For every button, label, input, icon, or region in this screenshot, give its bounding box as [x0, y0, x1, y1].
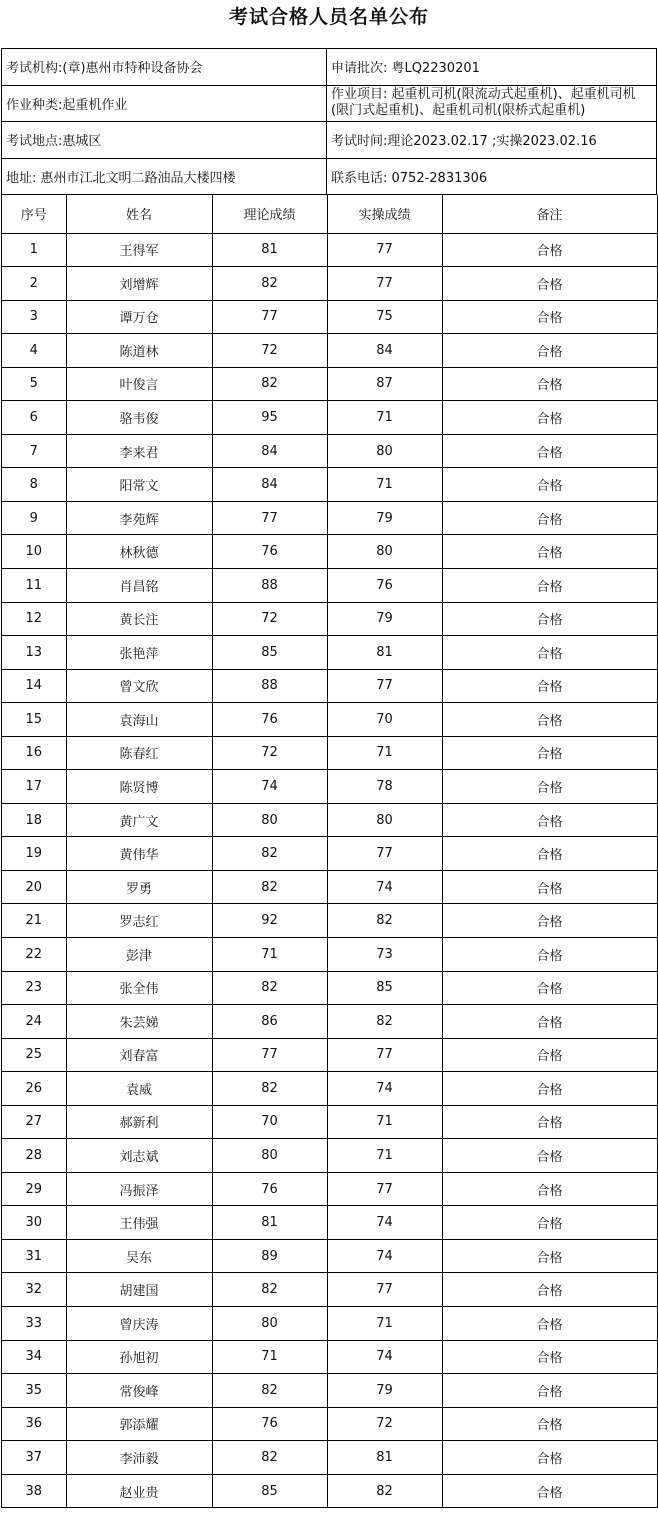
table-row [2, 837, 657, 871]
cell-theory-score: 82 [212, 1072, 327, 1106]
cell-name: 刘志斌 [66, 1139, 212, 1173]
cell-theory-score: 92 [212, 904, 327, 938]
cell-practical-score: 85 [327, 971, 442, 1005]
cell-practical-score: 82 [327, 904, 442, 938]
cell-theory-score: 80 [212, 803, 327, 837]
cell-practical-score: 71 [327, 401, 442, 435]
cell-practical-score: 77 [327, 1273, 442, 1307]
cell-practical-score: 77 [327, 1038, 442, 1072]
cell-index: 22 [2, 937, 66, 971]
table-row [2, 1407, 657, 1441]
cell-theory-score: 74 [212, 770, 327, 804]
cell-theory-score: 82 [212, 1273, 327, 1307]
cell-name: 谭万仓 [66, 300, 212, 334]
info-row-org [2, 49, 657, 86]
cell-theory-score: 71 [212, 937, 327, 971]
cell-remark: 合格 [442, 535, 657, 569]
cell-name: 李苑辉 [66, 501, 212, 535]
cell-name: 李沛毅 [66, 1441, 212, 1475]
cell-name: 袁威 [66, 1072, 212, 1106]
table-row [2, 334, 657, 368]
cell-name: 郝新利 [66, 1105, 212, 1139]
table-row [2, 1206, 657, 1240]
exam-time: 考试时间:理论2023.02.17 ;实操2023.02.16 [327, 122, 657, 159]
cell-remark: 合格 [442, 334, 657, 368]
table-row [2, 703, 657, 737]
cell-remark: 合格 [442, 1072, 657, 1106]
cell-practical-score: 74 [327, 1206, 442, 1240]
results-sheet [1, 48, 657, 1508]
cell-remark: 合格 [442, 568, 657, 602]
cell-practical-score: 74 [327, 1072, 442, 1106]
cell-name: 冯振泽 [66, 1172, 212, 1206]
table-row [2, 535, 657, 569]
cell-remark: 合格 [442, 367, 657, 401]
cell-practical-score: 71 [327, 468, 442, 502]
cell-remark: 合格 [442, 870, 657, 904]
cell-remark: 合格 [442, 1441, 657, 1475]
cell-name: 黄伟华 [66, 837, 212, 871]
cell-theory-score: 82 [212, 971, 327, 1005]
table-row [2, 401, 657, 435]
cell-remark: 合格 [442, 803, 657, 837]
cell-index: 1 [2, 233, 66, 267]
cell-name: 曾文欣 [66, 669, 212, 703]
cell-name: 肖昌铭 [66, 568, 212, 602]
cell-theory-score: 82 [212, 1441, 327, 1475]
cell-remark: 合格 [442, 736, 657, 770]
cell-practical-score: 80 [327, 535, 442, 569]
info-row-address [2, 159, 657, 196]
table-row [2, 1307, 657, 1341]
cell-practical-score: 79 [327, 501, 442, 535]
cell-index: 34 [2, 1340, 66, 1374]
cell-index: 16 [2, 736, 66, 770]
cell-practical-score: 80 [327, 803, 442, 837]
cell-theory-score: 85 [212, 636, 327, 670]
table-row [2, 1441, 657, 1475]
cell-remark: 合格 [442, 267, 657, 301]
cell-theory-score: 70 [212, 1105, 327, 1139]
cell-index: 18 [2, 803, 66, 837]
cell-remark: 合格 [442, 1005, 657, 1039]
cell-practical-score: 77 [327, 837, 442, 871]
application-batch: 申请批次: 粤LQ2230201 [327, 49, 657, 86]
cell-theory-score: 82 [212, 870, 327, 904]
table-row [2, 1474, 657, 1508]
table-row [2, 434, 657, 468]
cell-practical-score: 71 [327, 1307, 442, 1341]
table-row [2, 937, 657, 971]
cell-index: 10 [2, 535, 66, 569]
cell-practical-score: 74 [327, 1340, 442, 1374]
cell-theory-score: 77 [212, 501, 327, 535]
cell-index: 17 [2, 770, 66, 804]
cell-remark: 合格 [442, 401, 657, 435]
table-body [2, 233, 657, 1508]
cell-name: 陈贤博 [66, 770, 212, 804]
cell-index: 26 [2, 1072, 66, 1106]
table-row [2, 803, 657, 837]
cell-theory-score: 82 [212, 367, 327, 401]
cell-remark: 合格 [442, 1340, 657, 1374]
cell-remark: 合格 [442, 1105, 657, 1139]
cell-name: 彭津 [66, 937, 212, 971]
header-name: 姓名 [66, 195, 212, 233]
info-row-location [2, 122, 657, 159]
cell-practical-score: 74 [327, 1239, 442, 1273]
cell-theory-score: 81 [212, 1206, 327, 1240]
table-row [2, 1072, 657, 1106]
cell-name: 赵业贵 [66, 1474, 212, 1508]
table-row [2, 1374, 657, 1408]
cell-index: 21 [2, 904, 66, 938]
cell-name: 袁海山 [66, 703, 212, 737]
cell-remark: 合格 [442, 233, 657, 267]
table-row [2, 1139, 657, 1173]
cell-practical-score: 71 [327, 736, 442, 770]
cell-remark: 合格 [442, 636, 657, 670]
contact-phone: 联系电话: 0752-2831306 [327, 159, 657, 196]
cell-practical-score: 74 [327, 870, 442, 904]
cell-practical-score: 73 [327, 937, 442, 971]
cell-name: 王得军 [66, 233, 212, 267]
cell-index: 20 [2, 870, 66, 904]
table-row [2, 770, 657, 804]
cell-index: 2 [2, 267, 66, 301]
cell-theory-score: 76 [212, 1407, 327, 1441]
cell-remark: 合格 [442, 937, 657, 971]
cell-name: 曾庆涛 [66, 1307, 212, 1341]
cell-index: 32 [2, 1273, 66, 1307]
cell-remark: 合格 [442, 1038, 657, 1072]
cell-name: 朱芸娣 [66, 1005, 212, 1039]
cell-theory-score: 76 [212, 535, 327, 569]
cell-theory-score: 77 [212, 300, 327, 334]
cell-theory-score: 84 [212, 434, 327, 468]
table-row [2, 636, 657, 670]
cell-remark: 合格 [442, 1206, 657, 1240]
cell-practical-score: 87 [327, 367, 442, 401]
cell-name: 陈道林 [66, 334, 212, 368]
table-header-row [2, 195, 657, 233]
table-row [2, 904, 657, 938]
cell-index: 19 [2, 837, 66, 871]
cell-remark: 合格 [442, 1273, 657, 1307]
cell-theory-score: 88 [212, 568, 327, 602]
table-row [2, 1038, 657, 1072]
cell-practical-score: 77 [327, 267, 442, 301]
cell-theory-score: 77 [212, 1038, 327, 1072]
cell-index: 15 [2, 703, 66, 737]
cell-name: 罗勇 [66, 870, 212, 904]
cell-remark: 合格 [442, 300, 657, 334]
cell-remark: 合格 [442, 1474, 657, 1508]
cell-theory-score: 82 [212, 837, 327, 871]
cell-name: 常俊峰 [66, 1374, 212, 1408]
cell-name: 陈春红 [66, 736, 212, 770]
work-category: 作业种类:起重机作业 [2, 86, 327, 123]
cell-practical-score: 84 [327, 334, 442, 368]
cell-name: 刘春富 [66, 1038, 212, 1072]
cell-practical-score: 82 [327, 1474, 442, 1508]
cell-theory-score: 72 [212, 334, 327, 368]
cell-remark: 合格 [442, 770, 657, 804]
cell-index: 28 [2, 1139, 66, 1173]
cell-index: 38 [2, 1474, 66, 1508]
table-row [2, 1005, 657, 1039]
cell-theory-score: 85 [212, 1474, 327, 1508]
cell-remark: 合格 [442, 468, 657, 502]
cell-theory-score: 76 [212, 703, 327, 737]
cell-index: 12 [2, 602, 66, 636]
cell-practical-score: 77 [327, 233, 442, 267]
cell-theory-score: 72 [212, 602, 327, 636]
cell-name: 王伟强 [66, 1206, 212, 1240]
table-row [2, 568, 657, 602]
cell-index: 24 [2, 1005, 66, 1039]
exam-org: 考试机构:(章)惠州市特种设备协会 [2, 49, 327, 86]
cell-practical-score: 81 [327, 1441, 442, 1475]
cell-practical-score: 71 [327, 1105, 442, 1139]
cell-practical-score: 80 [327, 434, 442, 468]
cell-index: 27 [2, 1105, 66, 1139]
cell-theory-score: 82 [212, 267, 327, 301]
cell-theory-score: 71 [212, 1340, 327, 1374]
cell-name: 孙旭初 [66, 1340, 212, 1374]
table-row [2, 669, 657, 703]
cell-remark: 合格 [442, 971, 657, 1005]
cell-theory-score: 88 [212, 669, 327, 703]
cell-index: 7 [2, 434, 66, 468]
cell-theory-score: 84 [212, 468, 327, 502]
cell-index: 5 [2, 367, 66, 401]
cell-practical-score: 72 [327, 1407, 442, 1441]
exam-location: 考试地点:惠城区 [2, 122, 327, 159]
cell-practical-score: 79 [327, 1374, 442, 1408]
cell-index: 31 [2, 1239, 66, 1273]
cell-index: 29 [2, 1172, 66, 1206]
table-row [2, 1105, 657, 1139]
work-items [327, 86, 657, 123]
cell-practical-score: 79 [327, 602, 442, 636]
cell-practical-score: 77 [327, 669, 442, 703]
table-row [2, 1340, 657, 1374]
cell-remark: 合格 [442, 1407, 657, 1441]
cell-practical-score: 82 [327, 1005, 442, 1039]
cell-remark: 合格 [442, 837, 657, 871]
cell-name: 阳常文 [66, 468, 212, 502]
cell-practical-score: 81 [327, 636, 442, 670]
cell-theory-score: 86 [212, 1005, 327, 1039]
table-row [2, 367, 657, 401]
table-row [2, 1273, 657, 1307]
cell-name: 郭添耀 [66, 1407, 212, 1441]
cell-name: 李来君 [66, 434, 212, 468]
cell-remark: 合格 [442, 1139, 657, 1173]
table-row [2, 233, 657, 267]
cell-remark: 合格 [442, 1374, 657, 1408]
results-table [2, 195, 658, 1508]
cell-name: 叶俊言 [66, 367, 212, 401]
table-row [2, 870, 657, 904]
page-title: 考试合格人员名单公布 [228, 6, 429, 28]
cell-index: 35 [2, 1374, 66, 1408]
cell-index: 25 [2, 1038, 66, 1072]
cell-index: 33 [2, 1307, 66, 1341]
header-remark: 备注 [442, 195, 657, 233]
cell-practical-score: 76 [327, 568, 442, 602]
cell-practical-score: 77 [327, 1172, 442, 1206]
table-row [2, 468, 657, 502]
cell-index: 13 [2, 636, 66, 670]
table-row [2, 971, 657, 1005]
table-row [2, 267, 657, 301]
cell-name: 林秋德 [66, 535, 212, 569]
cell-index: 14 [2, 669, 66, 703]
cell-practical-score: 78 [327, 770, 442, 804]
table-row [2, 501, 657, 535]
cell-remark: 合格 [442, 501, 657, 535]
cell-theory-score: 80 [212, 1139, 327, 1173]
cell-name: 罗志红 [66, 904, 212, 938]
work-items-text: 作业项目: 起重机司机(限流动式起重机)、起重机司机(限门式起重机)、起重机司机(限桥式起重机) [331, 87, 636, 119]
cell-index: 3 [2, 300, 66, 334]
cell-practical-score: 70 [327, 703, 442, 737]
table-row [2, 1239, 657, 1273]
address: 地址: 惠州市江北文明二路油品大楼四楼 [2, 159, 327, 196]
cell-name: 张艳萍 [66, 636, 212, 670]
cell-name: 胡建国 [66, 1273, 212, 1307]
header-theory-score: 理论成绩 [212, 195, 327, 233]
cell-index: 37 [2, 1441, 66, 1475]
cell-index: 36 [2, 1407, 66, 1441]
table-row [2, 736, 657, 770]
cell-theory-score: 72 [212, 736, 327, 770]
info-row-category [2, 86, 657, 123]
cell-index: 8 [2, 468, 66, 502]
cell-remark: 合格 [442, 904, 657, 938]
cell-index: 23 [2, 971, 66, 1005]
cell-remark: 合格 [442, 703, 657, 737]
cell-theory-score: 76 [212, 1172, 327, 1206]
cell-theory-score: 95 [212, 401, 327, 435]
cell-theory-score: 82 [212, 1374, 327, 1408]
cell-index: 9 [2, 501, 66, 535]
cell-theory-score: 81 [212, 233, 327, 267]
cell-remark: 合格 [442, 669, 657, 703]
cell-practical-score: 71 [327, 1139, 442, 1173]
cell-remark: 合格 [442, 1239, 657, 1273]
cell-theory-score: 89 [212, 1239, 327, 1273]
table-row [2, 602, 657, 636]
cell-name: 刘增辉 [66, 267, 212, 301]
table-row [2, 1172, 657, 1206]
cell-remark: 合格 [442, 1172, 657, 1206]
cell-index: 6 [2, 401, 66, 435]
header-practical-score: 实操成绩 [327, 195, 442, 233]
header-index: 序号 [2, 195, 66, 233]
cell-theory-score: 80 [212, 1307, 327, 1341]
cell-remark: 合格 [442, 434, 657, 468]
table-row [2, 300, 657, 334]
cell-index: 30 [2, 1206, 66, 1240]
cell-index: 11 [2, 568, 66, 602]
cell-name: 吴东 [66, 1239, 212, 1273]
cell-name: 黄广文 [66, 803, 212, 837]
cell-practical-score: 75 [327, 300, 442, 334]
cell-name: 张全伟 [66, 971, 212, 1005]
cell-index: 4 [2, 334, 66, 368]
cell-remark: 合格 [442, 1307, 657, 1341]
cell-name: 骆韦俊 [66, 401, 212, 435]
cell-remark: 合格 [442, 602, 657, 636]
cell-name: 黄长注 [66, 602, 212, 636]
